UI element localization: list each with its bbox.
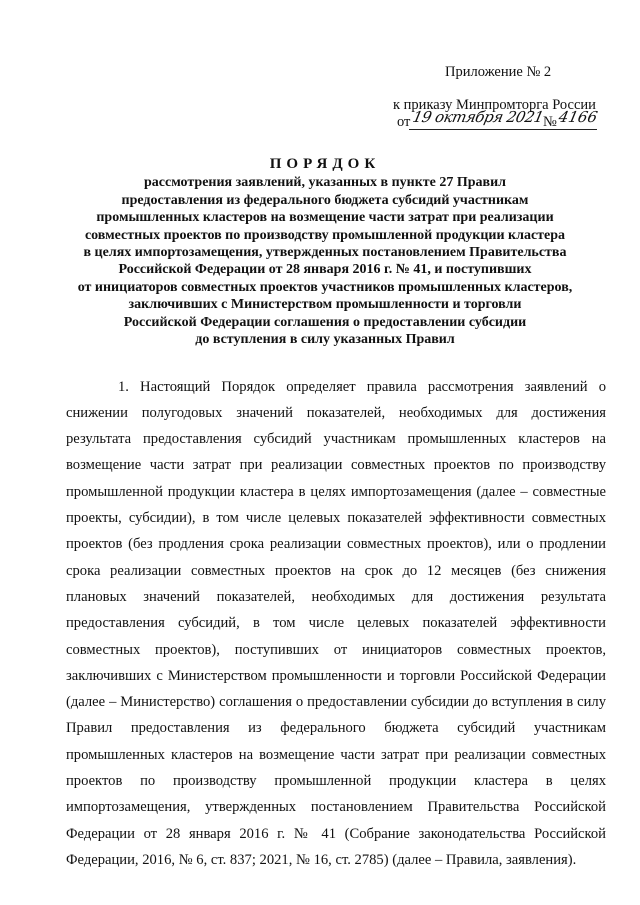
appendix-label: Приложение № 2	[445, 64, 552, 80]
order-date-prefix: от	[397, 114, 411, 130]
title-line: Российской Федерации от 28 января 2016 г. № 41, и поступивших	[118, 262, 532, 278]
title-line: заключивших с Министерством промышленности и торговли	[128, 297, 522, 313]
title-line: Российской Федерации соглашения о предоставлении субсидии	[123, 314, 527, 330]
order-reference: к приказу Минпромторга России	[393, 97, 596, 113]
title-line: предоставления из федерального бюджета субсидий участникам	[121, 192, 529, 208]
title-line: в целях импортозамещения, утвержденных постановлением Правительства	[83, 245, 567, 261]
body-paragraph-1: 1. Настоящий Порядок определяет правила рассмотрения заявлений о снижении полугодовых значений показателей, необходимых для достижения результата предоставления субсидий участникам промышленных кластеров на возмещение части затрат при реализации совместных проектов по производству промышленной продукции кластера в целях импортозамещения (далее – совместные проекты, субсидии), в том числе целевых показателей эффективности совместных проектов (без продления срока реализации совместных проектов), или о продлении срока реализации совместных проектов на срок до 12 месяцев (без снижения плановых значений показателей, необходимых для достижения результата предоставления субсидий, в том числе целевых показателей эффективности совместных проектов), поступивших от инициаторов совместных проектов, заключивших с Министерством промышленности и торговли Российской Федерации (далее – Министерство) соглашения о предоставлении субсидии до вступления в силу Правил предоставления из федерального бюджета субсидий участникам промышленных кластеров на возмещение части затрат при реализации совместных проектов по производству промышленной продукции кластера в целях импортозамещения, утвержденных постановлением Правительства Российской Федерации от 28 января 2016 г. № 41 (Собрание законодательства Российской Федерации, 2016, № 6, ст. 837; 2021, № 16, ст. 2785) (далее – Правила, заявления).	[66, 378, 606, 868]
handwritten-order-date: 19 октября 2021	[411, 108, 546, 126]
document-title	[60, 156, 590, 348]
title-main: ПОРЯДОК	[269, 156, 381, 172]
signature-underline	[409, 129, 597, 130]
title-line: промышленных кластеров на возмещение части затрат при реализации	[96, 210, 554, 226]
handwritten-order-number: 4166	[557, 108, 600, 126]
order-number-sign: №	[543, 114, 557, 130]
title-line: рассмотрения заявлений, указанных в пункте 27 Правил	[143, 175, 507, 191]
title-line: совместных проектов по производству промышленной продукции кластера	[84, 227, 566, 243]
title-line: до вступления в силу указанных Правил	[195, 332, 455, 348]
title-line: от инициаторов совместных проектов участников промышленных кластеров,	[77, 279, 573, 295]
order-date-number-line	[397, 108, 600, 132]
